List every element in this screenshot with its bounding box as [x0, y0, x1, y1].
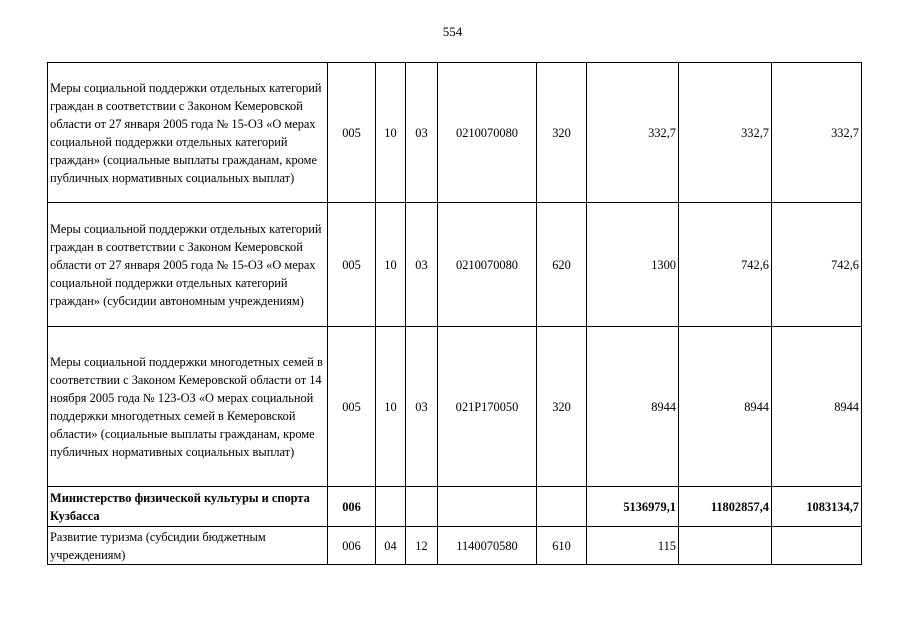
- amount-year-3: 742,6: [772, 203, 862, 327]
- ministry-code: 006: [328, 487, 376, 527]
- table-row: [48, 487, 862, 527]
- subsection-code: 03: [406, 327, 438, 487]
- target-article-code: 0210070080: [438, 203, 537, 327]
- row-description: Меры социальной поддержки многодетных семей в соответствии с Законом Кемеровской области от 14 ноября 2005 года № 123-ОЗ «О мерах социальной поддержки многодетных семей в Кемеровской области» (социальные выплаты гражданам, кроме публичных нормативных социальных выплат): [48, 327, 328, 487]
- subsection-code: 12: [406, 527, 438, 565]
- target-article-code: [438, 487, 537, 527]
- ministry-code: 005: [328, 63, 376, 203]
- amount-year-3: 1083134,7: [772, 487, 862, 527]
- table-row: [48, 63, 862, 203]
- amount-year-1: 115: [587, 527, 679, 565]
- expense-type-code: 320: [537, 327, 587, 487]
- amount-year-2: 11802857,4: [679, 487, 772, 527]
- target-article-code: 1140070580: [438, 527, 537, 565]
- amount-year-3: 8944: [772, 327, 862, 487]
- ministry-code: 006: [328, 527, 376, 565]
- amount-year-2: 332,7: [679, 63, 772, 203]
- row-description: Развитие туризма (субсидии бюджетным учреждениям): [48, 527, 328, 565]
- table-row: [48, 527, 862, 565]
- amount-year-2: 742,6: [679, 203, 772, 327]
- amount-year-3: [772, 527, 862, 565]
- amount-year-2: 8944: [679, 327, 772, 487]
- expense-type-code: 620: [537, 203, 587, 327]
- target-article-code: 021P170050: [438, 327, 537, 487]
- amount-year-1: 332,7: [587, 63, 679, 203]
- page-number: 554: [442, 24, 463, 39]
- subsection-code: 03: [406, 203, 438, 327]
- expense-type-code: [537, 487, 587, 527]
- table-row: [48, 327, 862, 487]
- ministry-code: 005: [328, 327, 376, 487]
- expense-type-code: 320: [537, 63, 587, 203]
- section-code: 10: [376, 63, 406, 203]
- expense-type-code: 610: [537, 527, 587, 565]
- amount-year-1: 5136979,1: [587, 487, 679, 527]
- section-code: 10: [376, 327, 406, 487]
- ministry-code: 005: [328, 203, 376, 327]
- subsection-code: [406, 487, 438, 527]
- amount-year-1: 1300: [587, 203, 679, 327]
- budget-table: [47, 62, 862, 565]
- row-description: Меры социальной поддержки отдельных категорий граждан в соответствии с Законом Кемеровской области от 27 января 2005 года № 15-ОЗ «О мерах социальной поддержки отдельных категорий граждан» (субсидии автономным учреждениям): [48, 203, 328, 327]
- section-code: 10: [376, 203, 406, 327]
- target-article-code: 0210070080: [438, 63, 537, 203]
- subsection-code: 03: [406, 63, 438, 203]
- amount-year-2: [679, 527, 772, 565]
- row-description: Меры социальной поддержки отдельных категорий граждан в соответствии с Законом Кемеровской области от 27 января 2005 года № 15-ОЗ «О мерах социальной поддержки отдельных категорий граждан» (социальные выплаты гражданам, кроме публичных нормативных социальных выплат): [48, 63, 328, 203]
- amount-year-3: 332,7: [772, 63, 862, 203]
- section-code: [376, 487, 406, 527]
- row-description: Министерство физической культуры и спорта Кузбасса: [48, 487, 328, 527]
- amount-year-1: 8944: [587, 327, 679, 487]
- table-row: [48, 203, 862, 327]
- section-code: 04: [376, 527, 406, 565]
